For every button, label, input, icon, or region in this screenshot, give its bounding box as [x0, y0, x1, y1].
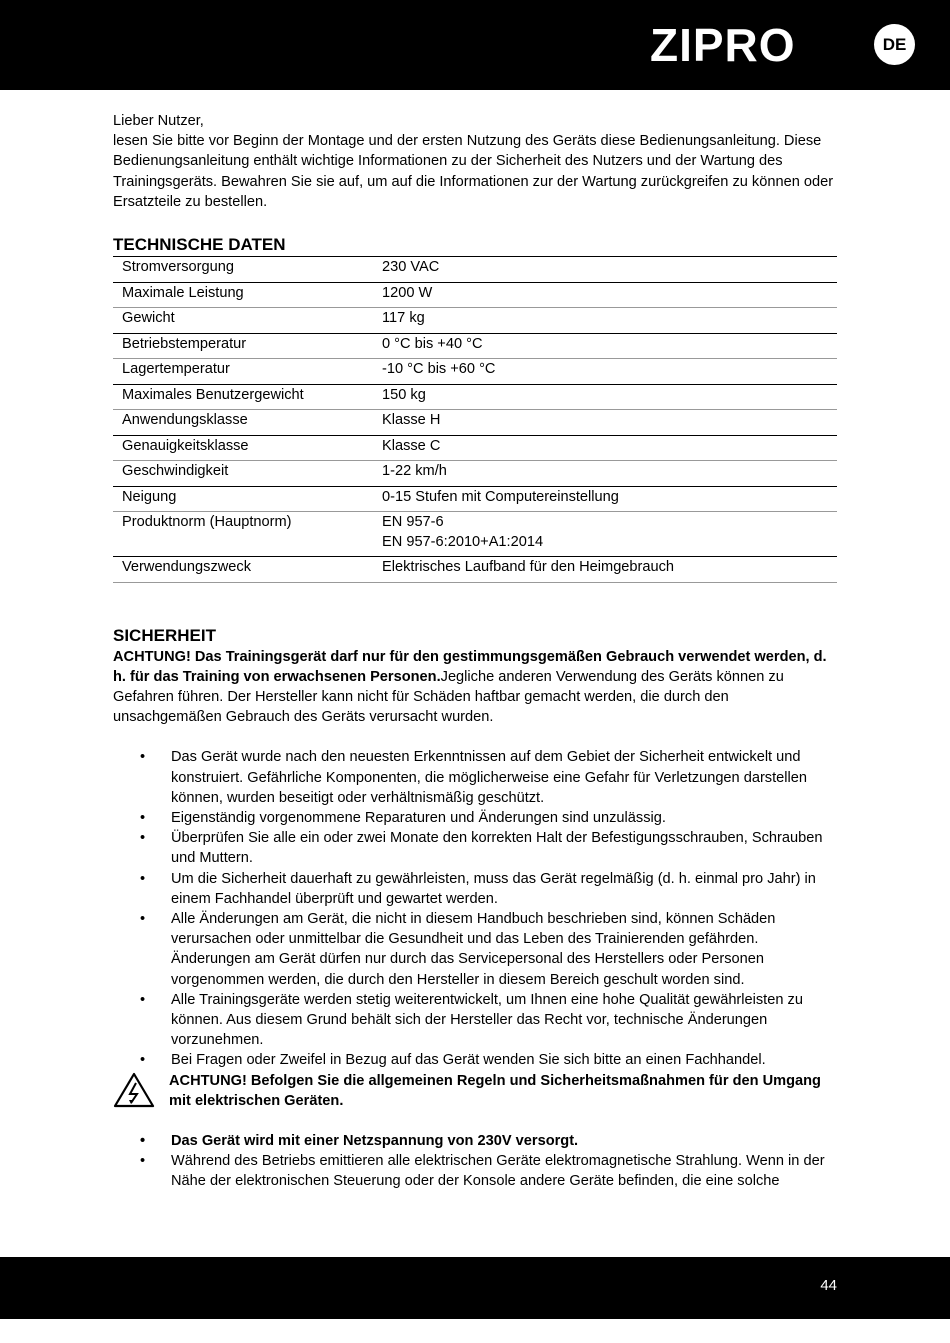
electric-hazard-icon	[113, 1072, 155, 1108]
spec-value-line: EN 957-6	[382, 514, 444, 531]
spec-value: Elektrisches Laufband für den Heimgebrauch	[373, 557, 837, 583]
spec-row	[113, 257, 837, 283]
safety-warning-rest: Jegliche anderen Verwendung des Geräts können zu Gefahren führen. Der Hersteller kann nicht für Schäden haftbar gemacht werden, die durch den unsachgemäßen Gebrauch des Geräts verursacht wurden.	[113, 668, 784, 726]
spec-row	[113, 557, 837, 583]
safety-bullet-list	[113, 747, 837, 1070]
spec-row	[113, 333, 837, 359]
electric-bullet-item: • Während des Betriebs emittieren alle elektrischen Geräte elektromagnetische Strahlung. Wenn in der Nähe der elektronischen Steuerung oder der Konsole andere Geräte befinden, die eine solche	[113, 1151, 837, 1191]
spec-label: Gewicht	[113, 308, 373, 334]
spec-value: 0 °C bis +40 °C	[373, 333, 837, 359]
tech-section-title: TECHNISCHE DATEN	[113, 235, 286, 255]
spec-label: Betriebstemperatur	[113, 333, 373, 359]
spec-label: Stromversorgung	[113, 257, 373, 283]
spec-label: Genauigkeitsklasse	[113, 435, 373, 461]
spec-value: 1-22 km/h	[373, 461, 837, 487]
language-badge: DE	[874, 24, 915, 65]
spec-value: 117 kg	[373, 308, 837, 334]
spec-value: -10 °C bis +60 °C	[373, 359, 837, 385]
safety-bullet-item: • Bei Fragen oder Zweifel in Bezug auf das Gerät wenden Sie sich bitte an einen Fachhandel.	[113, 1050, 837, 1070]
brand-text: ZIPRO	[650, 20, 796, 70]
spec-label: Neigung	[113, 486, 373, 512]
spec-value	[373, 512, 837, 557]
spec-label: Geschwindigkeit	[113, 461, 373, 487]
spec-value: 230 VAC	[373, 257, 837, 283]
safety-bullet-item: • Alle Trainingsgeräte werden stetig weiterentwickelt, um Ihnen eine hohe Qualität gewährleisten zu können. Aus diesem Grund behält sich der Hersteller das Recht vor, technische Änderungen vorzunehmen.	[113, 990, 837, 1051]
electric-bullet-list	[113, 1131, 837, 1192]
electric-warning	[113, 1071, 837, 1111]
spec-row	[113, 435, 837, 461]
spec-value: Klasse C	[373, 435, 837, 461]
spec-row	[113, 308, 837, 334]
safety-bullet-item: • Das Gerät wurde nach den neuesten Erkenntnissen auf dem Gebiet der Sicherheit entwickelt und konstruiert. Gefährliche Komponenten, die möglicherweise eine Gefahr für Verletzungen darstellen können, wurden beseitigt oder verhältnismäßig geschützt.	[113, 747, 837, 808]
spec-row	[113, 461, 837, 487]
spec-row	[113, 512, 837, 557]
electric-bullet-item: • Das Gerät wird mit einer Netzspannung von 230V versorgt.	[113, 1131, 837, 1151]
spec-label: Anwendungsklasse	[113, 410, 373, 436]
safety-bullet-item: • Eigenständig vorgenommene Reparaturen und Änderungen sind unzulässig.	[113, 808, 837, 828]
safety-bullet-item: • Überprüfen Sie alle ein oder zwei Monate den korrekten Halt der Befestigungsschrauben, Schrauben und Muttern.	[113, 828, 837, 868]
intro-body: lesen Sie bitte vor Beginn der Montage und der ersten Nutzung des Geräts diese Bedienungsanleitung. Diese Bedienungsanleitung enthält wichtige Informationen zu der Sicherheit des Nutzers und der Wartung des Trainingsgeräts. Bewahren Sie sie auf, um auf die Informationen zur der Wartung zurückgreifen zu können oder Ersatzteile zu bestellen.	[113, 133, 834, 210]
zipro-logo	[650, 20, 840, 70]
spec-label: Produktnorm (Hauptnorm)	[113, 512, 373, 557]
electric-warning-text: ACHTUNG! Befolgen Sie die allgemeinen Regeln und Sicherheitsmaßnahmen für den Umgang mit elektrischen Geräten.	[169, 1072, 821, 1109]
spec-label: Maximale Leistung	[113, 282, 373, 308]
intro-salutation: Lieber Nutzer,	[113, 113, 204, 129]
safety-bullet-item: • Alle Änderungen am Gerät, die nicht in diesem Handbuch beschrieben sind, können Schäden verursachen oder unmittelbar die Gesundheit und das Leben des Trainierenden gefährden. Änderungen am Gerät dürfen nur durch das Servicepersonal des Herstellers oder Personen vorgenommen werden, die durch den Hersteller in diesem Bereich geschult worden sind.	[113, 909, 837, 990]
page-number: 44	[820, 1277, 837, 1294]
spec-value-line: EN 957-6:2010+A1:2014	[382, 533, 544, 550]
spec-row	[113, 486, 837, 512]
spec-value: Klasse H	[373, 410, 837, 436]
spec-row	[113, 410, 837, 436]
safety-warning	[113, 647, 837, 728]
tech-spec-table	[113, 256, 837, 583]
spec-value: 1200 W	[373, 282, 837, 308]
page-footer	[0, 1257, 950, 1319]
spec-row	[113, 384, 837, 410]
spec-row	[113, 359, 837, 385]
safety-bullet-item: • Um die Sicherheit dauerhaft zu gewährleisten, muss das Gerät regelmäßig (d. h. einmal pro Jahr) in einem Fachhandel überprüft und gewartet werden.	[113, 869, 837, 909]
page-header	[0, 0, 950, 90]
spec-label: Maximales Benutzergewicht	[113, 384, 373, 410]
spec-value: 150 kg	[373, 384, 837, 410]
safety-warning-bold: ACHTUNG! Das Trainingsgerät darf nur für den gestimmungsgemäßen Gebrauch verwendet werden, d. h. für das Training von erwachsenen Personen.	[113, 648, 827, 685]
safety-section-title: SICHERHEIT	[113, 625, 216, 645]
page-content	[113, 111, 837, 1192]
spec-row	[113, 282, 837, 308]
spec-label: Lagertemperatur	[113, 359, 373, 385]
spec-label: Verwendungszweck	[113, 557, 373, 583]
spec-value: 0-15 Stufen mit Computereinstellung	[373, 486, 837, 512]
